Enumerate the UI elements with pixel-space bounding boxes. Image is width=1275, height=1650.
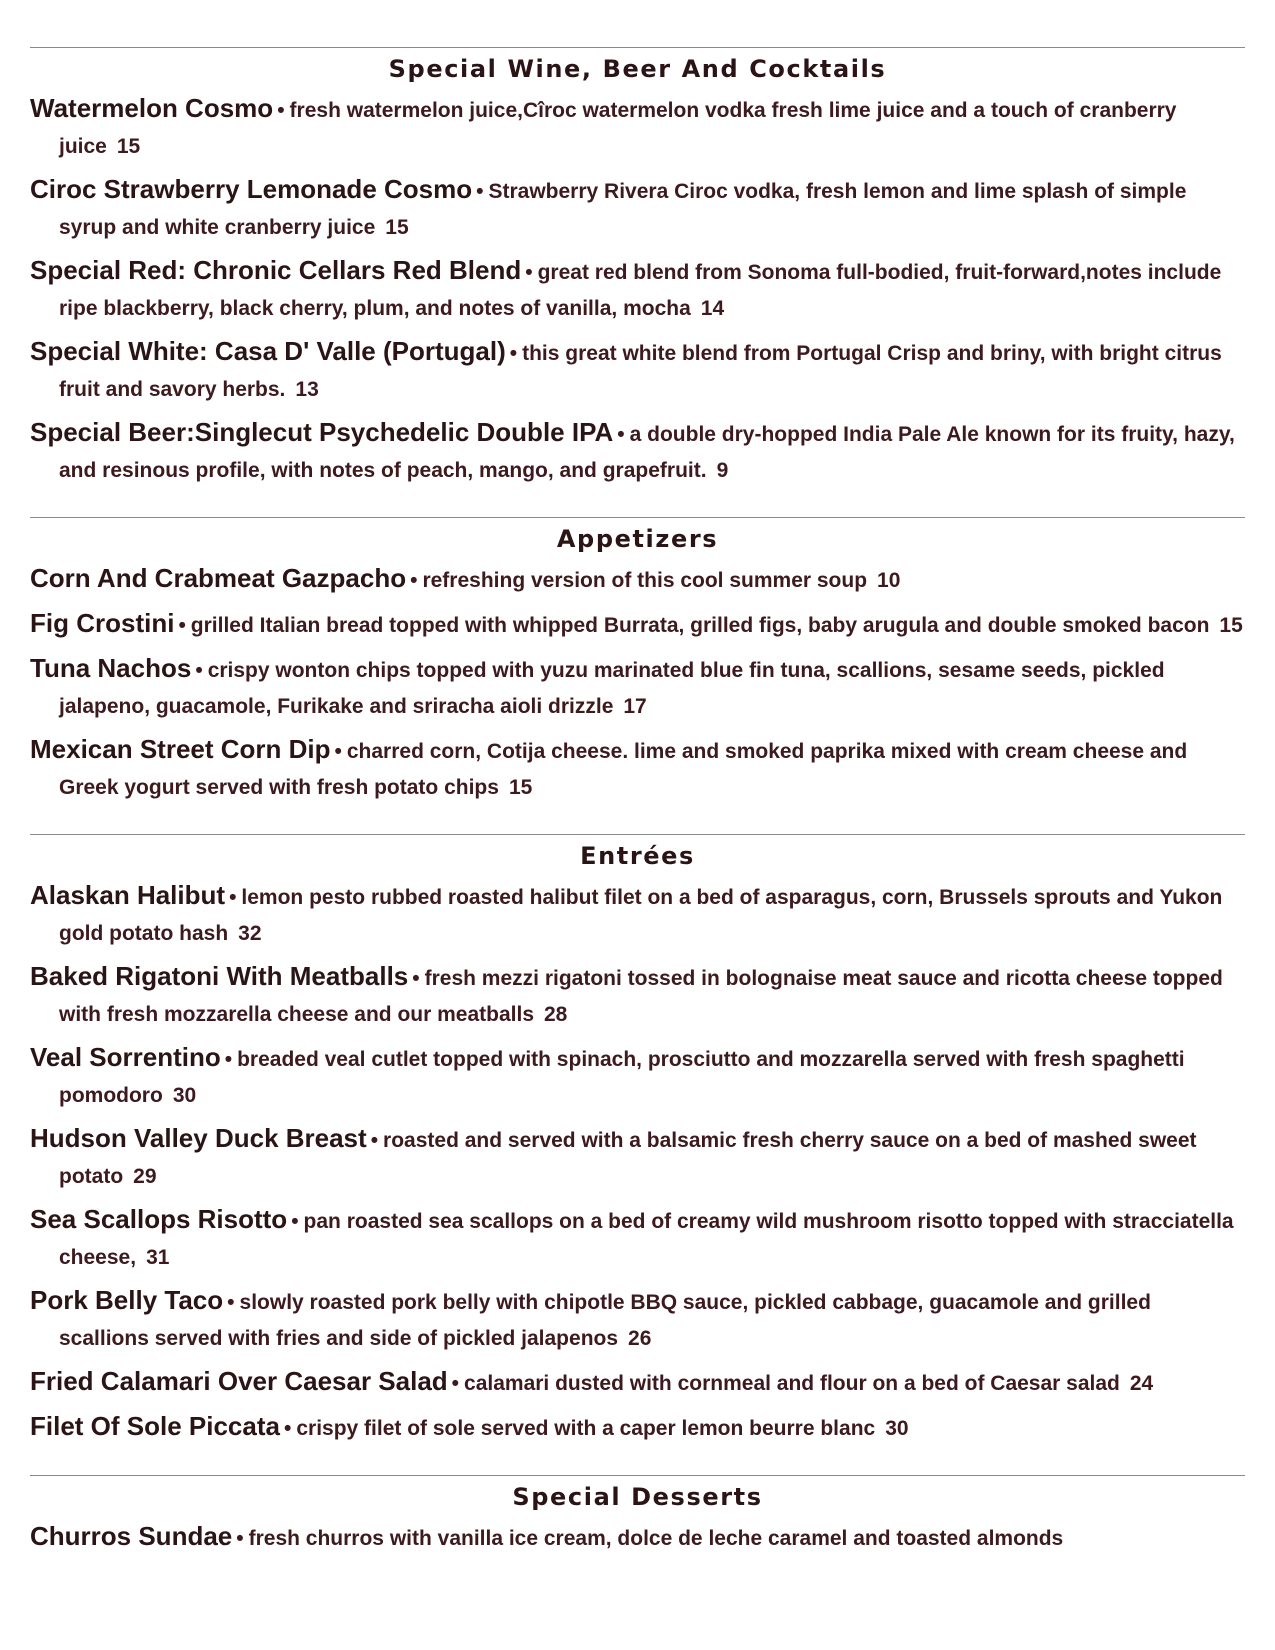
menu-item-price: 13: [295, 378, 319, 401]
menu-item-description: fresh churros with vanilla ice cream, dolce de leche caramel and toasted almonds: [248, 1527, 1064, 1550]
menu-item-name: Veal Sorrentino: [30, 1042, 221, 1072]
menu-item-name: Special Red: Chronic Cellars Red Blend: [30, 255, 522, 285]
bullet-separator: •: [410, 569, 418, 592]
bullet-separator: •: [229, 886, 237, 909]
menu-item-description: grilled Italian bread topped with whipped Burrata, grilled figs, baby arugula and double smoked bacon: [190, 614, 1210, 637]
menu-item-name: Mexican Street Corn Dip: [30, 734, 331, 764]
menu-item: [30, 333, 1245, 408]
menu-item-description: slowly roasted pork belly with chipotle BBQ sauce, pickled cabbage, guacamole and grilled scallions served with fries and side of pickled jalapenos: [59, 1291, 1151, 1350]
menu-item-description: charred corn, Cotija cheese. lime and smoked paprika mixed with cream cheese and Greek yogurt served with fresh potato chips: [59, 740, 1188, 799]
menu-item-name: Churros Sundae: [30, 1521, 233, 1551]
menu-item-description: great red blend from Sonoma full-bodied, fruit-forward,notes include ripe blackberry, black cherry, plum, and notes of vanilla, mocha: [59, 261, 1222, 320]
menu-item-price: 15: [1219, 614, 1243, 637]
menu-item-price: 14: [700, 297, 725, 320]
menu-item: [30, 958, 1245, 1033]
menu-section: [30, 517, 1245, 806]
menu-item-name: Alaskan Halibut: [30, 880, 226, 910]
menu-item-description: roasted and served with a balsamic fresh cherry sauce on a bed of mashed sweet potato: [59, 1129, 1197, 1188]
menu-item-description: crispy filet of sole served with a caper lemon beurre blanc: [296, 1417, 876, 1440]
menu-item-name: Fig Crostini: [30, 608, 175, 638]
menu-item-description: crispy wonton chips topped with yuzu marinated blue fin tuna, scallions, sesame seeds, pickled jalapeno, guacamole, Furikake and sriracha aioli drizzle: [59, 659, 1165, 718]
menu-item: [30, 731, 1245, 806]
menu-section: [30, 1475, 1245, 1557]
bullet-separator: •: [476, 180, 484, 203]
menu-item: [30, 1120, 1245, 1195]
menu-item-price: 26: [628, 1327, 652, 1350]
bullet-separator: •: [412, 967, 420, 990]
menu-item-price: 24: [1129, 1372, 1154, 1395]
menu-item-description: fresh watermelon juice,Cîroc watermelon vodka fresh lime juice and a touch of cranberry juice: [59, 99, 1177, 158]
menu-item: [30, 1518, 1245, 1557]
menu-item: [30, 605, 1245, 644]
menu-item: [30, 1039, 1245, 1114]
menu-item: [30, 877, 1245, 952]
menu-item: [30, 650, 1245, 725]
menu-section: [30, 47, 1245, 489]
menu-item: [30, 1201, 1245, 1276]
menu-item-price: 15: [508, 776, 533, 799]
section-title: Entrées: [580, 842, 695, 870]
menu-item-price: 30: [885, 1417, 909, 1440]
bullet-separator: •: [283, 1417, 292, 1440]
menu-item: [30, 171, 1245, 246]
menu-item-name: Corn And Crabmeat Gazpacho: [30, 563, 407, 593]
menu-item-price: 17: [623, 695, 647, 718]
bullet-separator: •: [277, 99, 285, 122]
menu-item-price: 15: [116, 135, 141, 158]
bullet-separator: •: [291, 1210, 299, 1233]
menu-item-list: [30, 560, 1245, 806]
menu-item-description: pan roasted sea scallops on a bed of creamy wild mushroom risotto topped with stracciatella cheese,: [59, 1210, 1234, 1269]
bullet-separator: •: [178, 614, 186, 637]
menu-item-name: Sea Scallops Risotto: [30, 1204, 288, 1234]
menu-item-name: Tuna Nachos: [30, 653, 192, 683]
bullet-separator: •: [195, 659, 203, 682]
menu-item-description: calamari dusted with cornmeal and flour on a bed of Caesar salad: [464, 1372, 1120, 1395]
menu-item-price: 32: [238, 922, 262, 945]
menu-item-description: Strawberry Rivera Ciroc vodka, fresh lemon and lime splash of simple syrup and white cranberry juice: [59, 180, 1187, 239]
menu-item-price: 9: [716, 459, 729, 482]
menu-item: [30, 90, 1245, 165]
menu-item: [30, 1408, 1245, 1447]
menu-item-name: Hudson Valley Duck Breast: [30, 1123, 367, 1153]
bullet-separator: •: [224, 1048, 233, 1071]
menu-item: [30, 252, 1245, 327]
menu-item-list: [30, 877, 1245, 1447]
menu-item: [30, 1282, 1245, 1357]
menu-item-name: Filet Of Sole Piccata: [30, 1411, 280, 1441]
menu-item-name: Pork Belly Taco: [30, 1285, 224, 1315]
menu-item-description: breaded veal cutlet topped with spinach, prosciutto and mozzarella served with fresh spaghetti pomodoro: [59, 1048, 1185, 1107]
menu-item-name: Special Beer:Singlecut Psychedelic Double IPA: [30, 417, 614, 447]
menu-item-price: 15: [385, 216, 409, 239]
menu-item-description: refreshing version of this cool summer soup: [422, 569, 868, 592]
menu-item-description: lemon pesto rubbed roasted halibut filet on a bed of asparagus, corn, Brussels sprouts and Yukon gold potato hash: [59, 886, 1223, 945]
bullet-separator: •: [236, 1527, 244, 1550]
menu-section: [30, 834, 1245, 1447]
bullet-separator: •: [451, 1372, 460, 1395]
bullet-separator: •: [334, 740, 342, 763]
bullet-separator: •: [370, 1129, 379, 1152]
bullet-separator: •: [525, 261, 533, 284]
section-title: Special Desserts: [512, 1483, 763, 1511]
menu-item-price: 28: [544, 1003, 568, 1026]
menu-item-name: Fried Calamari Over Caesar Salad: [30, 1366, 448, 1396]
menu-item: [30, 560, 1245, 599]
menu-item-price: 10: [877, 569, 901, 592]
menu-item-list: [30, 90, 1245, 489]
menu-item-description: fresh mezzi rigatoni tossed in bolognaise meat sauce and ricotta cheese topped with fresh mozzarella cheese and our meatballs: [59, 967, 1223, 1026]
menu-item: [30, 414, 1245, 489]
menu-item-list: [30, 1518, 1245, 1557]
menu: [30, 47, 1245, 1563]
section-title: Appetizers: [556, 525, 719, 553]
bullet-separator: •: [617, 423, 625, 446]
menu-item-price: 29: [133, 1165, 157, 1188]
menu-item-name: Ciroc Strawberry Lemonade Cosmo: [30, 174, 473, 204]
menu-item-description: a double dry-hopped India Pale Ale known for its fruity, hazy, and resinous profile, with notes of peach, mango, and grapefruit.: [59, 423, 1235, 482]
menu-item-name: Watermelon Cosmo: [30, 93, 274, 123]
menu-item-price: 31: [146, 1246, 170, 1269]
menu-item-price: 30: [172, 1084, 197, 1107]
section-title: Special Wine, Beer And Cocktails: [388, 55, 887, 83]
menu-item: [30, 1363, 1245, 1402]
menu-item-name: Baked Rigatoni With Meatballs: [30, 961, 409, 991]
menu-item-name: Special White: Casa D' Valle (Portugal): [30, 336, 506, 366]
bullet-separator: •: [227, 1291, 235, 1314]
bullet-separator: •: [509, 342, 518, 365]
menu-item-description: this great white blend from Portugal Crisp and briny, with bright citrus fruit and savory herbs.: [59, 342, 1222, 401]
